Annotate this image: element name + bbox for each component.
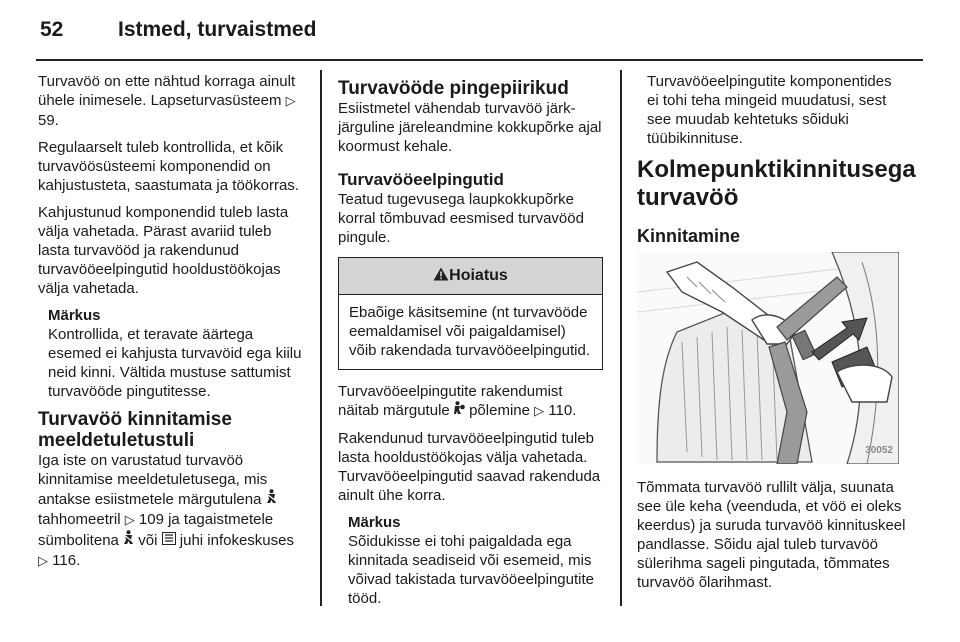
warning-header — [339, 258, 602, 295]
column-3 — [637, 72, 916, 600]
page-ref-arrow-icon: ▷ — [534, 404, 545, 419]
paragraph: Iga iste on varustatud turvavöö kinnitamise meeldetuletusega, mis antakse esiistmetele märgutulena tahhomeetril ▷ 109 ja tagaistmetele sümbolitena või juhi infokeskuses ▷ 116. — [38, 452, 294, 569]
paragraph: Turvavöö on ette nähtud korraga ainult ühele inimesele. Lapseturvasüsteem ▷ 59. — [38, 73, 296, 129]
section-heading: Kolmepunktikinnitusega turvavöö — [637, 156, 916, 211]
seatbelt-reminder-icon — [266, 493, 277, 508]
note-text: Sõidukisse ei tohi paigaldada ega kinnitada seadiseid või esemeid, mis võivad takistada turvavööeelpingutite tööd. — [348, 533, 594, 607]
column-1 — [38, 72, 306, 579]
paragraph: Teatud tugevusega laupkokkupõrke korral tõmbuvad eesmised turvavööd pingule. — [338, 191, 584, 246]
page-number: 52 — [40, 18, 64, 41]
page-ref: 59. — [38, 112, 59, 129]
page-ref-arrow-icon: ▷ — [38, 554, 48, 569]
page-ref-arrow-icon: ▷ — [285, 94, 296, 109]
paragraph: Tõmmata turvavöö rullilt välja, suunata see üle keha (veenduda, et vöö ei oleks keerdus) ja suruda turvavöö kinnituskeel pandlasse. Sõidu ajal tuleb turvavöö sülerihma sageli pingutada, tõmmates turvavöö õlarihmast. — [637, 479, 906, 591]
paragraph: Regulaarselt tuleb kontrollida, et kõik turvavöösüsteemi komponendid on kahjustusteta, saastumata ja töökorras. — [38, 139, 299, 194]
note — [348, 513, 603, 608]
note-continuation — [647, 72, 907, 148]
paragraph: Esiistmetel vähendab turvavöö järk-järguline järeleandmine kokkupõrke ajal koormust kehale. — [338, 100, 602, 155]
warning-triangle-icon — [433, 267, 449, 284]
warning-text: Ebaõige käsitsemine (nt turvavööde eemaldamisel või paigaldamisel) võib rakendada turvavööeelpingutid. — [349, 304, 591, 359]
page-ref-arrow-icon: ▷ — [124, 513, 135, 528]
paragraph: Turvavööeelpingutite rakendumist näitab märgutule põlemine ▷ 110. — [338, 383, 577, 419]
seatbelt-illustration — [637, 252, 899, 464]
column-separator — [620, 70, 622, 606]
section-heading: Turvavööde pingepiirikud — [338, 78, 569, 99]
page-header — [40, 18, 316, 42]
note-label: Märkus — [348, 514, 401, 531]
seatbelt-reminder-icon — [123, 534, 134, 549]
section-heading: Turvavöö kinnitamise meeldetuletustuli — [38, 409, 232, 451]
note-text: Turvavööeelpingutite komponentides ei tohi teha mingeid muudatusi, sest see muudab kehtetuks sõiduki tüübikinnituse. — [647, 73, 892, 147]
page-title: Istmed, turvaistmed — [118, 18, 317, 41]
subsection-heading: Turvavööeelpingutid — [338, 170, 504, 189]
paragraph: Rakendunud turvavööeelpingutid tuleb lasta hooldustöökojas välja vahetada. Turvavööeelpingutid saavad rakenduda ainult ühe korra. — [338, 430, 601, 504]
note — [48, 306, 306, 401]
warning-title: Hoiatus — [449, 267, 508, 284]
column-separator — [320, 70, 322, 606]
note-label: Märkus — [48, 307, 101, 324]
note-text: Kontrollida, et teravate äärtega esemed ei kahjusta turvavöid ega kiilu neid kinni. Vältida mustuse sattumist turvavööde pingutitesse. — [48, 326, 302, 400]
paragraph: Kahjustunud komponendid tuleb lasta välja vahetada. Pärast avariid tuleb lasta turvavööd ja rakendunud turvavööeelpingutid hooldustöökojas välja vahetada. — [38, 204, 289, 297]
warning-box — [338, 257, 603, 370]
rear-seatbelt-icon — [162, 534, 176, 549]
header-rule — [36, 59, 923, 61]
airbag-pretensioner-icon — [454, 404, 465, 419]
figure-number: 30052 — [865, 445, 893, 456]
subsection-heading: Kinnitamine — [637, 226, 741, 246]
column-2 — [338, 72, 603, 608]
